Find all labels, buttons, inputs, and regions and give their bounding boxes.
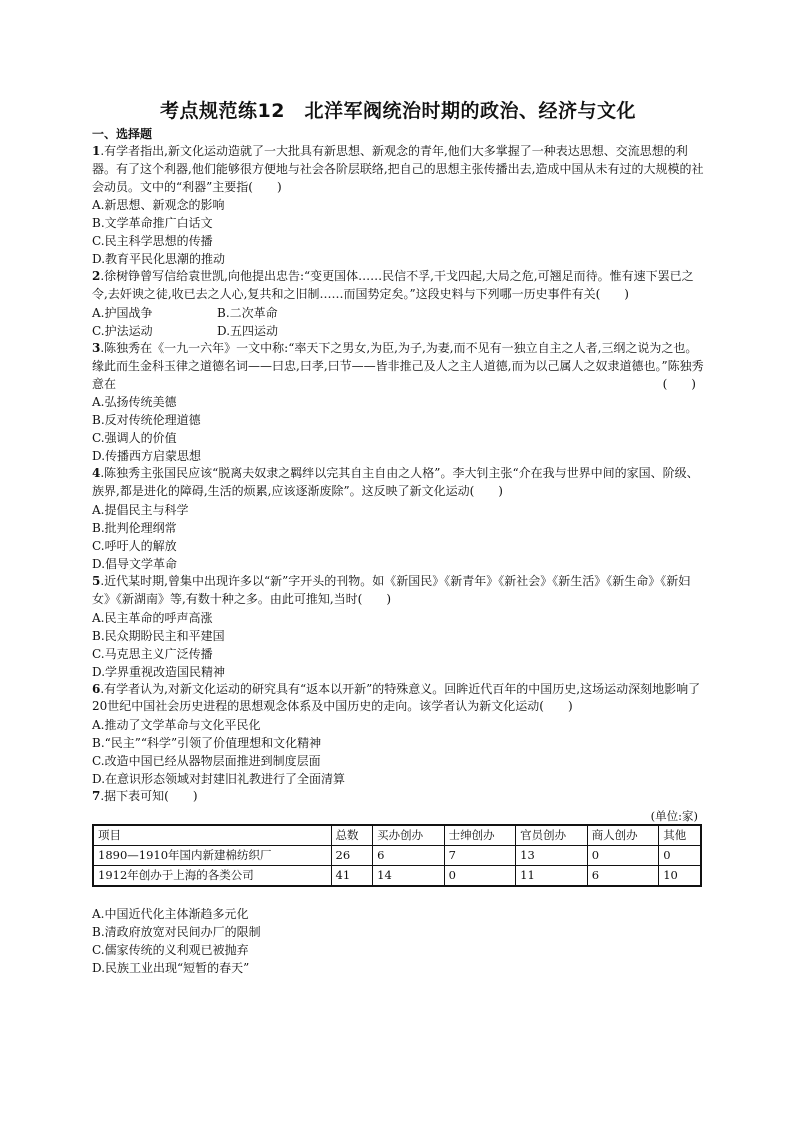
question-text: .有学者指出,新文化运动造就了一大批具有新思想、新观念的青年,他们大多掌握了一种表达思想、交流思想的利器。有了这个利器,他们能够很方便地与社会各阶层联络,把自己的思想主张传播出去,造成中国从未有过的大规模的社会动员。文中的“利器”主要指( ) — [92, 144, 704, 194]
option-b: B.民众期盼民主和平建国 — [92, 628, 225, 643]
answer-paren: ( ) — [662, 376, 696, 391]
table-cell: 11 — [516, 865, 588, 886]
option-a: A.民主革命的呼声高涨 — [92, 610, 213, 625]
question-text: .近代某时期,曾集中出现许多以“新”字开头的刊物。如《新国民》《新青年》《新社会》《新生活》《新生命》《新妇女》《新湖南》等,有数十种之多。由此可推知,当时( ) — [92, 573, 691, 606]
table-cell: 1890—1910年国内新建棉纺织厂 — [93, 845, 331, 865]
option-c: C.护法运动 — [92, 323, 153, 338]
option-d: D.在意识形态领域对封建旧礼教进行了全面清算 — [92, 772, 346, 787]
question-2 — [92, 268, 704, 340]
table-cell: 0 — [587, 845, 659, 865]
question-number: 6 — [92, 681, 101, 696]
table-header-cell: 总数 — [331, 825, 373, 846]
option-b: B.二次革命 — [217, 305, 278, 320]
section-heading: 一、选择题 — [92, 127, 153, 141]
table-header-cell: 士绅创办 — [444, 825, 516, 846]
question-1 — [92, 143, 704, 268]
table-cell: 1912年创办于上海的各类公司 — [93, 865, 331, 886]
option-a: A.护国战争 — [92, 305, 153, 320]
option-c: C.民主科学思想的传播 — [92, 234, 213, 249]
option-d: D.倡导文学革命 — [92, 556, 178, 571]
options-row — [92, 304, 704, 322]
table-cell: 14 — [373, 865, 445, 886]
document-page — [92, 96, 704, 977]
table-cell: 0 — [444, 865, 516, 886]
option-d: D.五四运动 — [217, 323, 279, 338]
option-d: D.教育平民化思潮的推动 — [92, 252, 226, 267]
question-stem — [92, 268, 704, 304]
question-number: 3 — [92, 340, 101, 355]
table-cell: 10 — [659, 865, 701, 886]
question-4 — [92, 465, 704, 573]
question-stem — [92, 788, 704, 806]
option-c: C.马克思主义广泛传播 — [92, 646, 213, 661]
question-text: .据下表可知( ) — [100, 789, 198, 804]
option-a: A.推动了文学革命与文化平民化 — [92, 718, 261, 733]
question-text: .徐树铮曾写信给袁世凯,向他提出忠告:“变更国体……民信不孚,干戈四起,大局之危,可翘足而待。惟有速下罢已之令,去奸谀之徒,收已去之人心,复共和之旧制……而国势定矣。”这段史料与下列哪一历史事件有关( ) — [92, 269, 694, 302]
table-header-cell: 其他 — [659, 825, 701, 846]
question-number: 1 — [92, 144, 101, 158]
question-stem — [92, 340, 704, 393]
question-6 — [92, 681, 704, 789]
question-number: 2 — [92, 269, 101, 284]
table-cell: 13 — [516, 845, 588, 865]
option-a: A.新思想、新观念的影响 — [92, 198, 225, 213]
option-a: A.提倡民主与科学 — [92, 502, 189, 517]
table-cell: 41 — [331, 865, 373, 886]
option-d: D.学界重视改造国民精神 — [92, 664, 226, 679]
question-text: .有学者认为,对新文化运动的研究具有“返本以开新”的特殊意义。回眸近代百年的中国历史,这场运动深刻地影响了20世纪中国社会历史进程的思想观念体系及中国历史的走向。该学者认为新文化运动( ) — [92, 681, 701, 714]
table-cell: 6 — [373, 845, 445, 865]
table-header-cell: 官员创办 — [516, 825, 588, 846]
option-b: B.“民主”“科学”引领了价值理想和文化精神 — [92, 736, 322, 751]
table-cell: 26 — [331, 845, 373, 865]
question-number: 4 — [92, 466, 101, 481]
question-number: 7 — [92, 789, 101, 804]
question-number: 5 — [92, 573, 101, 588]
question-stem — [92, 681, 704, 717]
question-stem — [92, 143, 704, 196]
table-header-cell: 项目 — [93, 825, 331, 846]
option-c: C.儒家传统的义利观已被抛弃 — [92, 942, 249, 957]
question-stem — [92, 465, 704, 501]
page-title: 考点规范练12 北洋军阀统治时期的政治、经济与文化 — [160, 100, 636, 122]
option-b: B.批判伦理纲常 — [92, 520, 177, 535]
table-cell: 7 — [444, 845, 516, 865]
option-b: B.清政府放宽对民间办厂的限制 — [92, 924, 261, 939]
question-7 — [92, 788, 704, 977]
question-text: .陈独秀在《一九一六年》一文中称:“率天下之男女,为臣,为子,为妻,而不见有一独立自主之人者,三纲之说为之也。缘此而生金科玉律之道德名词——曰忠,曰孝,曰节——皆非推己及人之主人道德,而为以己属人之奴隶道德也。”陈独秀意在 — [92, 340, 704, 391]
option-d: D.传播西方启蒙思想 — [92, 449, 202, 464]
option-c: C.呼吁人的解放 — [92, 538, 177, 553]
table-cell: 6 — [587, 865, 659, 886]
table-unit: (单位:家) — [650, 808, 698, 823]
question-stem — [92, 573, 704, 609]
options-row — [92, 322, 704, 340]
table-row — [93, 865, 701, 886]
option-a: A.弘扬传统美德 — [92, 395, 177, 410]
option-d: D.民族工业出现“短暂的春天” — [92, 960, 250, 975]
table-header-row — [93, 825, 701, 846]
question-text: .陈独秀主张国民应该“脱离夫奴隶之羁绊以完其自主自由之人格”。李大钊主张“介在我与世界中间的家国、阶级、族界,都是进化的障碍,生活的烦累,应该逐渐废除”。这反映了新文化运动( ) — [92, 466, 699, 499]
table-header-cell: 买办创办 — [373, 825, 445, 846]
data-table — [92, 824, 702, 887]
option-c: C.改造中国已经从器物层面推进到制度层面 — [92, 754, 321, 769]
table-cell: 0 — [659, 845, 701, 865]
question-5 — [92, 573, 704, 681]
option-b: B.文学革命推广白话文 — [92, 216, 213, 231]
question-3 — [92, 340, 704, 465]
table-header-cell: 商人创办 — [587, 825, 659, 846]
option-c: C.强调人的价值 — [92, 431, 177, 446]
table-row — [93, 845, 701, 865]
option-a: A.中国近代化主体渐趋多元化 — [92, 906, 249, 921]
option-b: B.反对传统伦理道德 — [92, 413, 201, 428]
